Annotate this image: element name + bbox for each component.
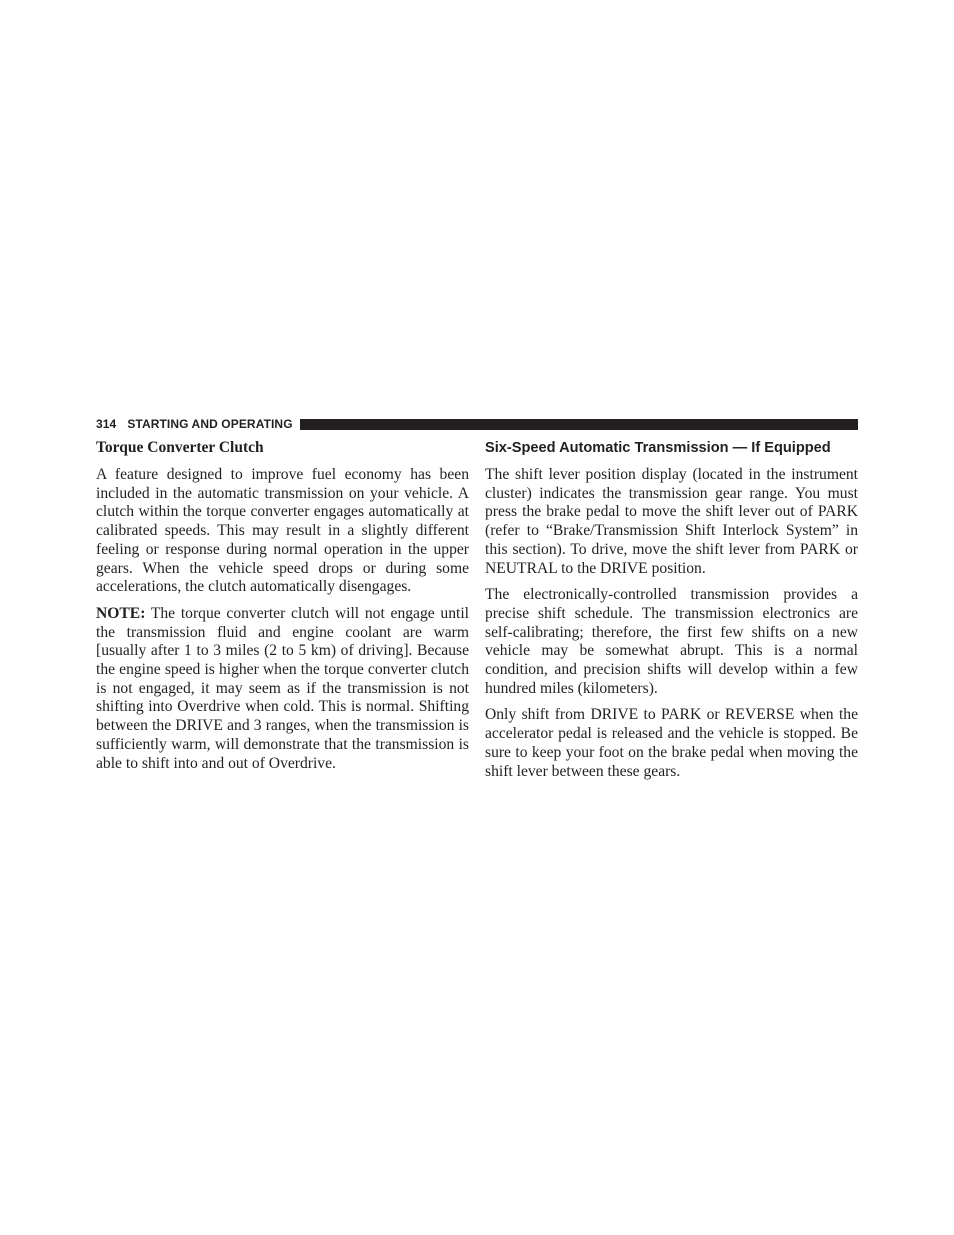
shift-lever-paragraph: The shift lever position display (located in the instrument cluster) indicates the transmission gear range. You must press the brake pedal to move the shift lever out of PARK (refer to “Brake/Transmission Shift Interlock System” in this section). To drive, move the shift lever from PARK or NEUTRAL to the DRIVE position.	[485, 466, 858, 577]
torque-converter-heading: Torque Converter Clutch	[96, 439, 264, 456]
right-column	[485, 438, 858, 789]
header-rule	[300, 419, 858, 430]
section-title: STARTING AND OPERATING	[127, 417, 293, 431]
six-speed-heading: Six-Speed Automatic Transmission — If Equipped	[485, 440, 831, 456]
torque-converter-paragraph: A feature designed to improve fuel economy has been included in the automatic transmission on your vehicle. A clutch within the torque converter engages automatically at calibrated speeds. This may result in a slightly different feeling or response during normal operation in the upper gears. When the vehicle speed drops or during some accelerations, the clutch automatically disengages.	[96, 466, 469, 596]
page-number: 314	[96, 417, 117, 431]
park-reverse-paragraph: Only shift from DRIVE to PARK or REVERSE when the accelerator pedal is released and the vehicle is stopped. Be sure to keep your foot on the brake pedal when moving the shift lever between these gears.	[485, 706, 858, 780]
left-column	[96, 438, 469, 781]
note-label: NOTE:	[96, 604, 146, 622]
page-header	[96, 417, 858, 431]
note-text: The torque converter clutch will not engage until the transmission fluid and engine coolant are warm [usually after 1 to 3 miles (2 to 5 km) of driving]. Because the engine speed is higher when the torque converter clutch is not engaged, it may seem as if the transmission is not shifting into Overdrive when cold. This is normal. Shifting between the DRIVE and 3 ranges, when the transmission is sufficiently warm, will demonstrate that the transmission is able to shift into and out of Overdrive.	[96, 604, 469, 772]
torque-converter-note	[96, 605, 469, 773]
electronic-transmission-paragraph: The electronically-controlled transmission provides a precise shift schedule. The transmission electronics are self-calibrating; therefore, the first few shifts on a new vehicle may be somewhat abrupt. This is a normal condition, and precision shifts will develop within a few hundred miles (kilometers).	[485, 586, 858, 697]
